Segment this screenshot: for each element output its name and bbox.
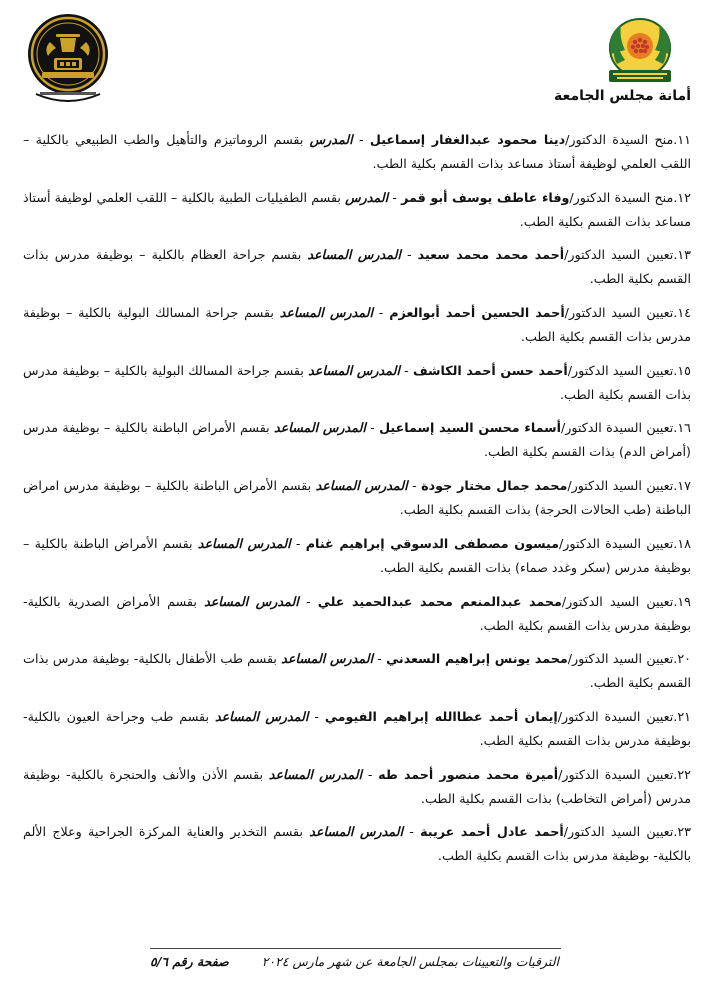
anniversary-50-logo — [26, 8, 110, 106]
item-details: بقسم جراحة المسالك البولية بالكلية – بوظيفة مدرس بذات القسم بكلية الطب. — [23, 362, 691, 402]
list-item — [23, 763, 691, 811]
item-number: ١٧. — [673, 478, 691, 494]
separator: - — [290, 535, 306, 551]
job-title: المدرس المساعد — [308, 362, 400, 378]
footer-caption: الترقيات والتعيينات بمجلس الجامعة عن شهر مارس ٢٠٢٤ — [261, 954, 559, 969]
person-name: أحمد حسن أحمد الكاشف — [412, 362, 568, 378]
item-number: ١٩. — [673, 593, 691, 609]
person-name: أسماء محسن السيد إسماعيل — [379, 420, 561, 436]
person-name: وفاء عاطف يوسف أبو قمر — [401, 189, 570, 205]
list-item — [23, 590, 691, 638]
job-title: المدرس المساعد — [279, 305, 374, 321]
job-title: المدرس المساعد — [281, 651, 373, 667]
job-title: المدرس المساعد — [315, 478, 408, 494]
job-title: المدرس المساعد — [309, 824, 403, 840]
list-item — [23, 705, 691, 753]
item-prefix: تعيين السيد الدكتور/ — [561, 593, 674, 609]
item-number: ٢٠. — [673, 651, 691, 667]
job-title: المدرس المساعد — [197, 535, 291, 551]
page-number: صفحة رقم ٥/٦ — [150, 954, 229, 969]
person-name: ميسون مصطفى الدسوقي إبراهيم غنام — [305, 535, 560, 551]
item-prefix: منح السيدة الدكتور/ — [565, 132, 674, 147]
job-title: المدرس — [345, 189, 389, 205]
list-item — [23, 416, 691, 464]
item-number: ٢٣. — [673, 824, 691, 840]
separator: - — [352, 132, 370, 147]
person-name: أحمد الحسين أحمد أبوالعزم — [389, 305, 565, 321]
separator: - — [400, 247, 418, 263]
person-name: أحمد محمد محمد سعيد — [417, 247, 565, 263]
decisions-list — [23, 128, 691, 898]
list-item — [23, 647, 691, 695]
item-details: بقسم طب الأطفال بالكلية- بوظيفة مدرس بذات القسم بكلية الطب. — [23, 651, 691, 691]
list-item — [23, 128, 691, 176]
item-details: بقسم الطفيليات الطبية بالكلية – اللقب العلمي لوظيفة أستاذ مساعد بذات القسم بكلية الطب. — [23, 189, 691, 229]
separator: - — [298, 593, 318, 609]
job-title: المدرس المساعد — [214, 708, 309, 724]
list-item — [23, 301, 691, 349]
item-prefix: تعيين السيد الدكتور/ — [567, 478, 674, 494]
job-title: المدرس المساعد — [268, 766, 363, 782]
job-title: المدرس المساعد — [307, 247, 401, 263]
person-name: إيمان أحمد عطاالله إبراهيم الفيومي — [324, 708, 558, 724]
footer-rule — [150, 948, 561, 949]
item-details: بقسم جراحة المسالك البولية بالكلية – بوظيفة مدرس بذات القسم بكلية الطب. — [23, 305, 691, 345]
item-prefix: منح السيدة الدكتور/ — [569, 189, 674, 205]
list-item — [23, 820, 691, 868]
item-prefix: تعيين السيدة الدكتور/ — [559, 535, 674, 551]
person-name: أميرة محمد منصور أحمد طه — [378, 766, 559, 782]
item-number: ١٣. — [673, 247, 691, 263]
item-number: ١٨. — [673, 535, 691, 551]
job-title: المدرس — [309, 132, 353, 147]
item-prefix: تعيين السيدة الدكتور/ — [557, 708, 674, 724]
job-title: المدرس المساعد — [274, 420, 366, 436]
item-details: بقسم الأمراض الباطنة بالكلية – بوظيفة مدرس امراض الباطنة (طب الحالات الحرجة) بذات القسم بكلية الطب. — [23, 478, 691, 518]
separator: - — [365, 420, 380, 436]
item-prefix: تعيين السيد الدكتور/ — [564, 305, 674, 321]
item-number: ١٤. — [673, 305, 691, 321]
university-council-secretariat-label: أمانة مجلس الجامعة — [554, 88, 691, 104]
item-details: بقسم التخدير والعناية المركزة الجراحية وعلاج الألم بالكلية- بوظيفة مدرس بذات القسم بكلية الطب. — [23, 824, 691, 864]
item-prefix: تعيين السيد الدكتور/ — [564, 247, 674, 263]
person-name: محمد عبدالمنعم محمد عبدالحميد علي — [317, 593, 562, 609]
item-details: بقسم الأمراض الصدرية بالكلية- بوظيفة مدرس بذات القسم بكلية الطب. — [23, 593, 691, 633]
list-item — [23, 186, 691, 234]
separator: - — [403, 824, 421, 840]
item-number: ٢٢. — [673, 766, 691, 782]
item-prefix: تعيين السيدة الدكتور/ — [560, 420, 674, 436]
item-prefix: تعيين السيد الدكتور/ — [567, 362, 674, 378]
item-prefix: تعيين السيد الدكتور/ — [567, 651, 674, 667]
person-name: محمد يونس إبراهيم السعدني — [386, 651, 568, 667]
separator: - — [308, 708, 325, 724]
list-item — [23, 532, 691, 580]
item-prefix: تعيين السيد الدكتور/ — [563, 824, 674, 840]
list-item — [23, 359, 691, 407]
list-item — [23, 474, 691, 522]
separator: - — [407, 478, 422, 494]
item-details: بقسم الأمراض الباطنة بالكلية – بوظيفة مدرس (سكر وغدد صماء) بذات القسم بكلية الطب. — [23, 535, 691, 575]
separator: - — [372, 651, 387, 667]
item-number: ١١. — [673, 132, 691, 147]
item-number: ١٥. — [673, 362, 691, 378]
separator: - — [373, 305, 390, 321]
item-number: ١٢. — [673, 189, 691, 205]
item-details: بقسم الأذن والأنف والحنجرة بالكلية- بوظيفة مدرس (أمراض التخاطب) بذات القسم بكلية الطب. — [23, 766, 691, 806]
item-details: بقسم جراحة العظام بالكلية – بوظيفة مدرس بذات القسم بكلية الطب. — [23, 247, 691, 287]
item-details: بقسم طب وجراحة العيون بالكلية- بوظيفة مدرس بذات القسم بكلية الطب. — [23, 708, 691, 748]
person-name: دينا محمود عبدالغفار إسماعيل — [369, 132, 566, 147]
person-name: أحمد عادل أحمد عريبة — [420, 824, 564, 840]
job-title: المدرس المساعد — [204, 593, 299, 609]
separator: - — [388, 189, 402, 205]
mansoura-university-logo — [597, 14, 683, 90]
item-details: بقسم الأمراض الباطنة بالكلية – بوظيفة مدرس (أمراض الدم) بذات القسم بكلية الطب. — [23, 420, 691, 460]
item-number: ١٦. — [673, 420, 691, 436]
item-number: ٢١. — [673, 708, 691, 724]
item-prefix: تعيين السيدة الدكتور/ — [558, 766, 674, 782]
person-name: محمد جمال مختار جودة — [421, 478, 568, 494]
item-details: بقسم الروماتيزم والتأهيل والطب الطبيعي بالكلية – اللقب العلمي لوظيفة أستاذ مساعد بذات القسم بكلية الطب. — [23, 132, 691, 171]
separator: - — [362, 766, 379, 782]
separator: - — [399, 362, 413, 378]
list-item — [23, 243, 691, 291]
letterhead — [0, 0, 711, 120]
